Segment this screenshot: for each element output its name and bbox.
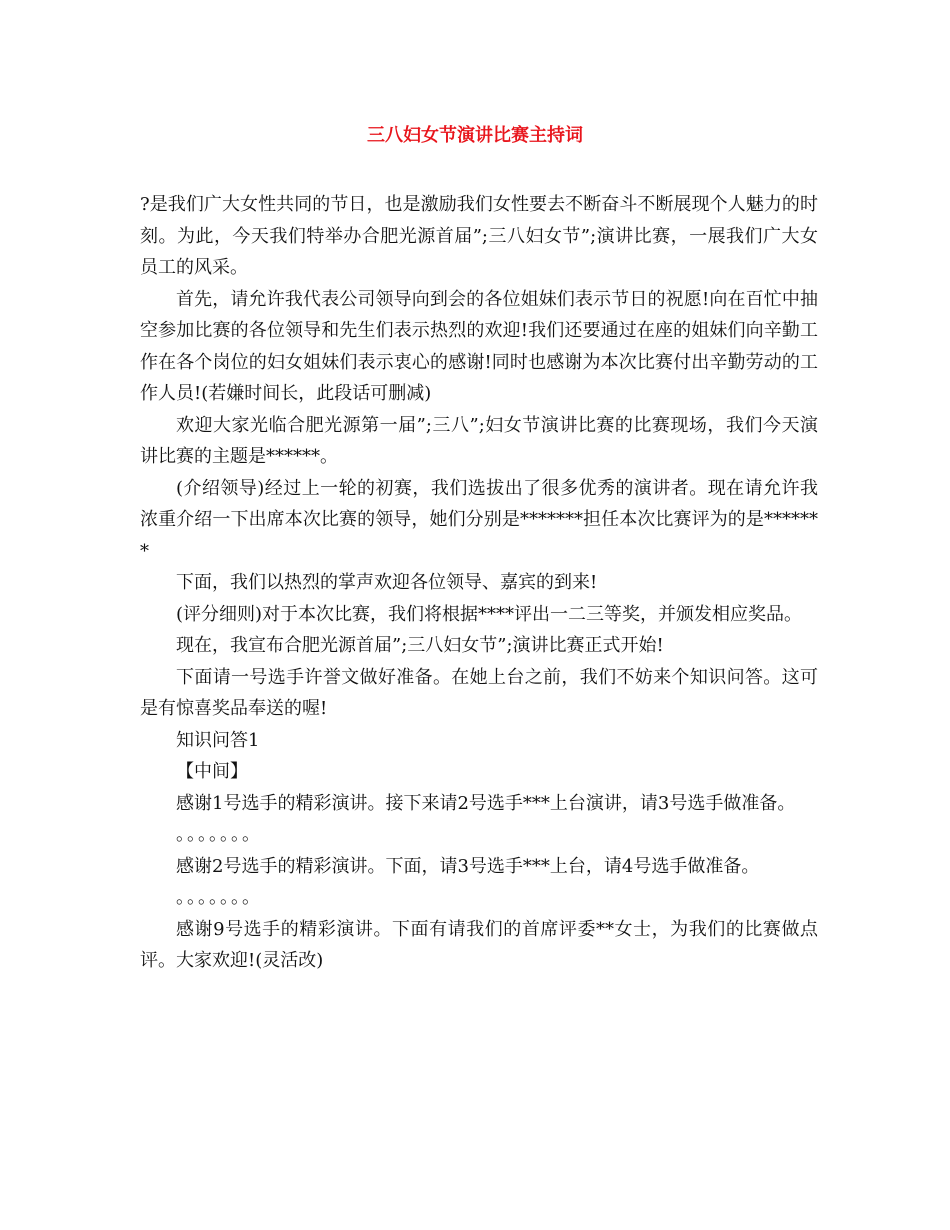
paragraph: 【中间】 — [176, 761, 248, 782]
paragraph: (评分细则)对于本次比赛，我们将根据****评出一二三等奖，并颁发相应奖品。 — [176, 603, 803, 625]
paragraph: 下面请一号选手许誉文做好准备。在她上台之前，我们不妨来个知识问答。这可是有惊喜奖品奉送的喔! — [140, 666, 818, 719]
paragraph: 欢迎大家光临合肥光源第一届”;三八”;妇女节演讲比赛的比赛现场，我们今天演讲比赛的主题是******。 — [140, 414, 818, 467]
ellipsis-line: 。。。。。。。 — [176, 887, 262, 908]
paragraph: 首先，请允许我代表公司领导向到会的各位姐妹们表示节日的祝愿!向在百忙中抽空参加比赛的各位领导和先生们表示热烈的欢迎!我们还要通过在座的姐妹们向辛勤工作在各个岗位的妇女姐妹们表示衷心的感谢!同时也感谢为本次比赛付出辛勤劳动的工作人员!(若嫌时间长，此段话可删减) — [140, 288, 818, 404]
ellipsis-line: 。。。。。。。 — [176, 824, 262, 845]
paragraph: 感谢1号选手的精彩演讲。接下来请2号选手***上台演讲，请3号选手做准备。 — [176, 792, 796, 814]
paragraph: 现在，我宣布合肥光源首届”;三八妇女节”;演讲比赛正式开始! — [176, 635, 664, 656]
paragraph: 感谢9号选手的精彩演讲。下面有请我们的首席评委**女士，为我们的比赛做点评。大家欢迎!(灵活改) — [140, 918, 818, 971]
paragraph: ?是我们广大女性共同的节日，也是激励我们女性要去不断奋斗不断展现个人魅力的时刻。为此，今天我们特举办合肥光源首届”;三八妇女节”;演讲比赛，一展我们广大女员工的风采。 — [140, 194, 818, 278]
paragraph: (介绍领导)经过上一轮的初赛，我们选拔出了很多优秀的演讲者。现在请允许我浓重介绍一下出席本次比赛的领导，她们分别是*******担任本次比赛评为的是******* — [140, 477, 818, 562]
paragraph: 知识问答1 — [176, 729, 260, 751]
paragraph: 感谢2号选手的精彩演讲。下面，请3号选手***上台，请4号选手做准备。 — [176, 855, 760, 877]
document-title: 三八妇女节演讲比赛主持词 — [367, 125, 583, 146]
document-body — [140, 189, 818, 977]
paragraph: 下面，我们以热烈的掌声欢迎各位领导、嘉宾的到来! — [176, 572, 598, 593]
